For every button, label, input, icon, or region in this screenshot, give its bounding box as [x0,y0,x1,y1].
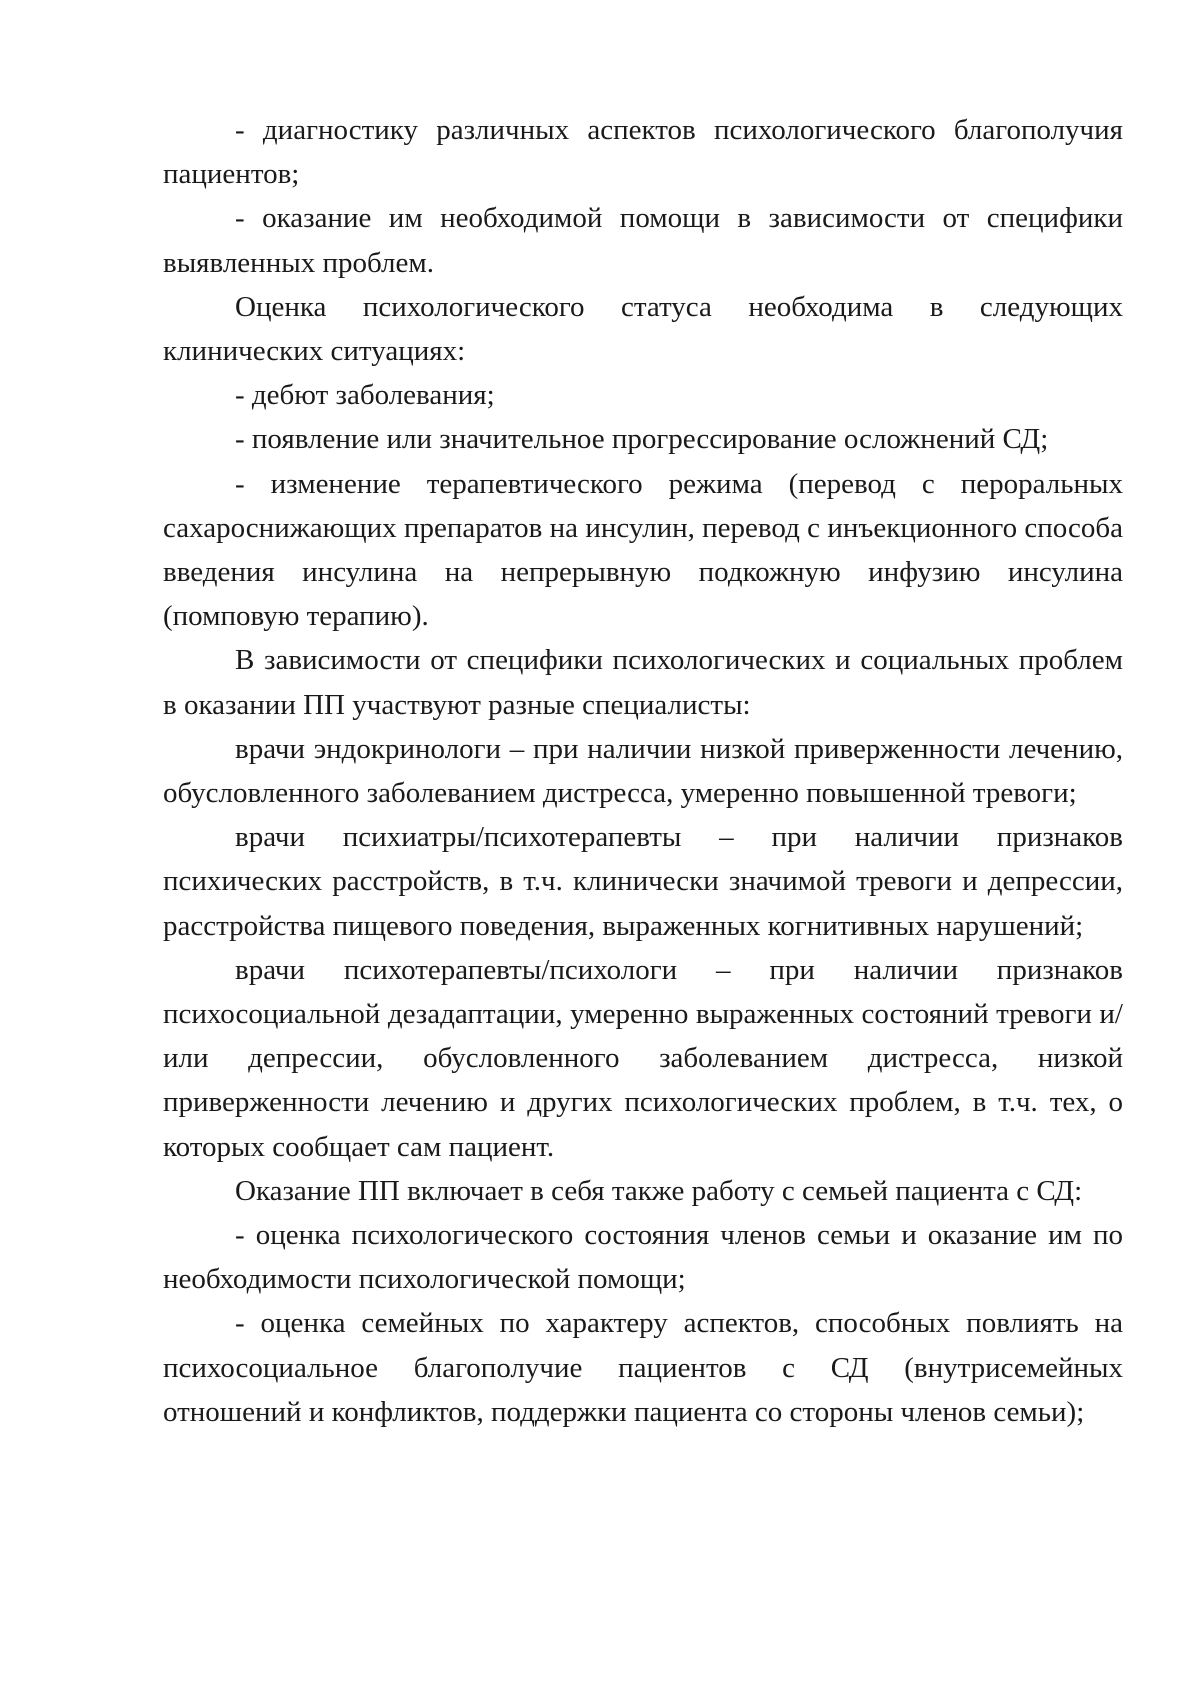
paragraph-therapy-change: - изменение терапевтического режима (перевод с пероральных сахароснижающих препаратов на инсулин, перевод с инъекционного способа введения инсулина на непрерывную подкожную инфузию инсулина (помповую терапию). [163,467,1123,633]
paragraph-disease-onset: - дебют заболевания; [235,379,495,412]
paragraph-family-work: Оказание ПП включает в себя также работу с семьей пациента с СД: [235,1174,1083,1207]
paragraph-endocrinologists: врачи эндокринологи – при наличии низкой приверженности лечению, обусловленного заболеванием дистресса, умеренно повышенной тревоги; [163,732,1123,810]
paragraph-complications: - появление или значительное прогрессирование осложнений СД; [235,423,1049,456]
document-body [163,108,1123,1434]
paragraph-psychologists: врачи психотерапевты/психологи – при наличии признаков психосоциальной дезадаптации, умеренно выраженных состояний тревоги и/или депрессии, обусловленного заболеванием дистресса, низкой приверженности лечению и других психологических проблем, в т.ч. тех, о которых сообщает сам пациент. [163,953,1123,1163]
paragraph-psychiatrists: врачи психиатры/психотерапевты – при наличии признаков психических расстройств, в т.ч. клинически значимой тревоги и депрессии, расстройства пищевого поведения, выраженных когнитивных нарушений; [163,821,1123,942]
paragraph-assessment-intro: Оценка психологического статуса необходима в следующих клинических ситуациях: [163,290,1123,368]
paragraph-family-aspects: - оценка семейных по характеру аспектов, способных повлиять на психосоциальное благополучие пациентов с СД (внутрисемейных отношений и конфликтов, поддержки пациента со стороны членов семьи); [163,1307,1123,1428]
paragraph-assistance: - оказание им необходимой помощи в зависимости от специфики выявленных проблем. [163,202,1123,279]
paragraph-family-assessment: - оценка психологического состояния членов семьи и оказание им по необходимости психологической помощи; [163,1219,1123,1296]
paragraph-diagnostics: - диагностику различных аспектов психологического благополучия пациентов; [163,114,1123,191]
paragraph-specialists-intro: В зависимости от специфики психологических и социальных проблем в оказании ПП участвуют разные специалисты: [163,644,1123,721]
